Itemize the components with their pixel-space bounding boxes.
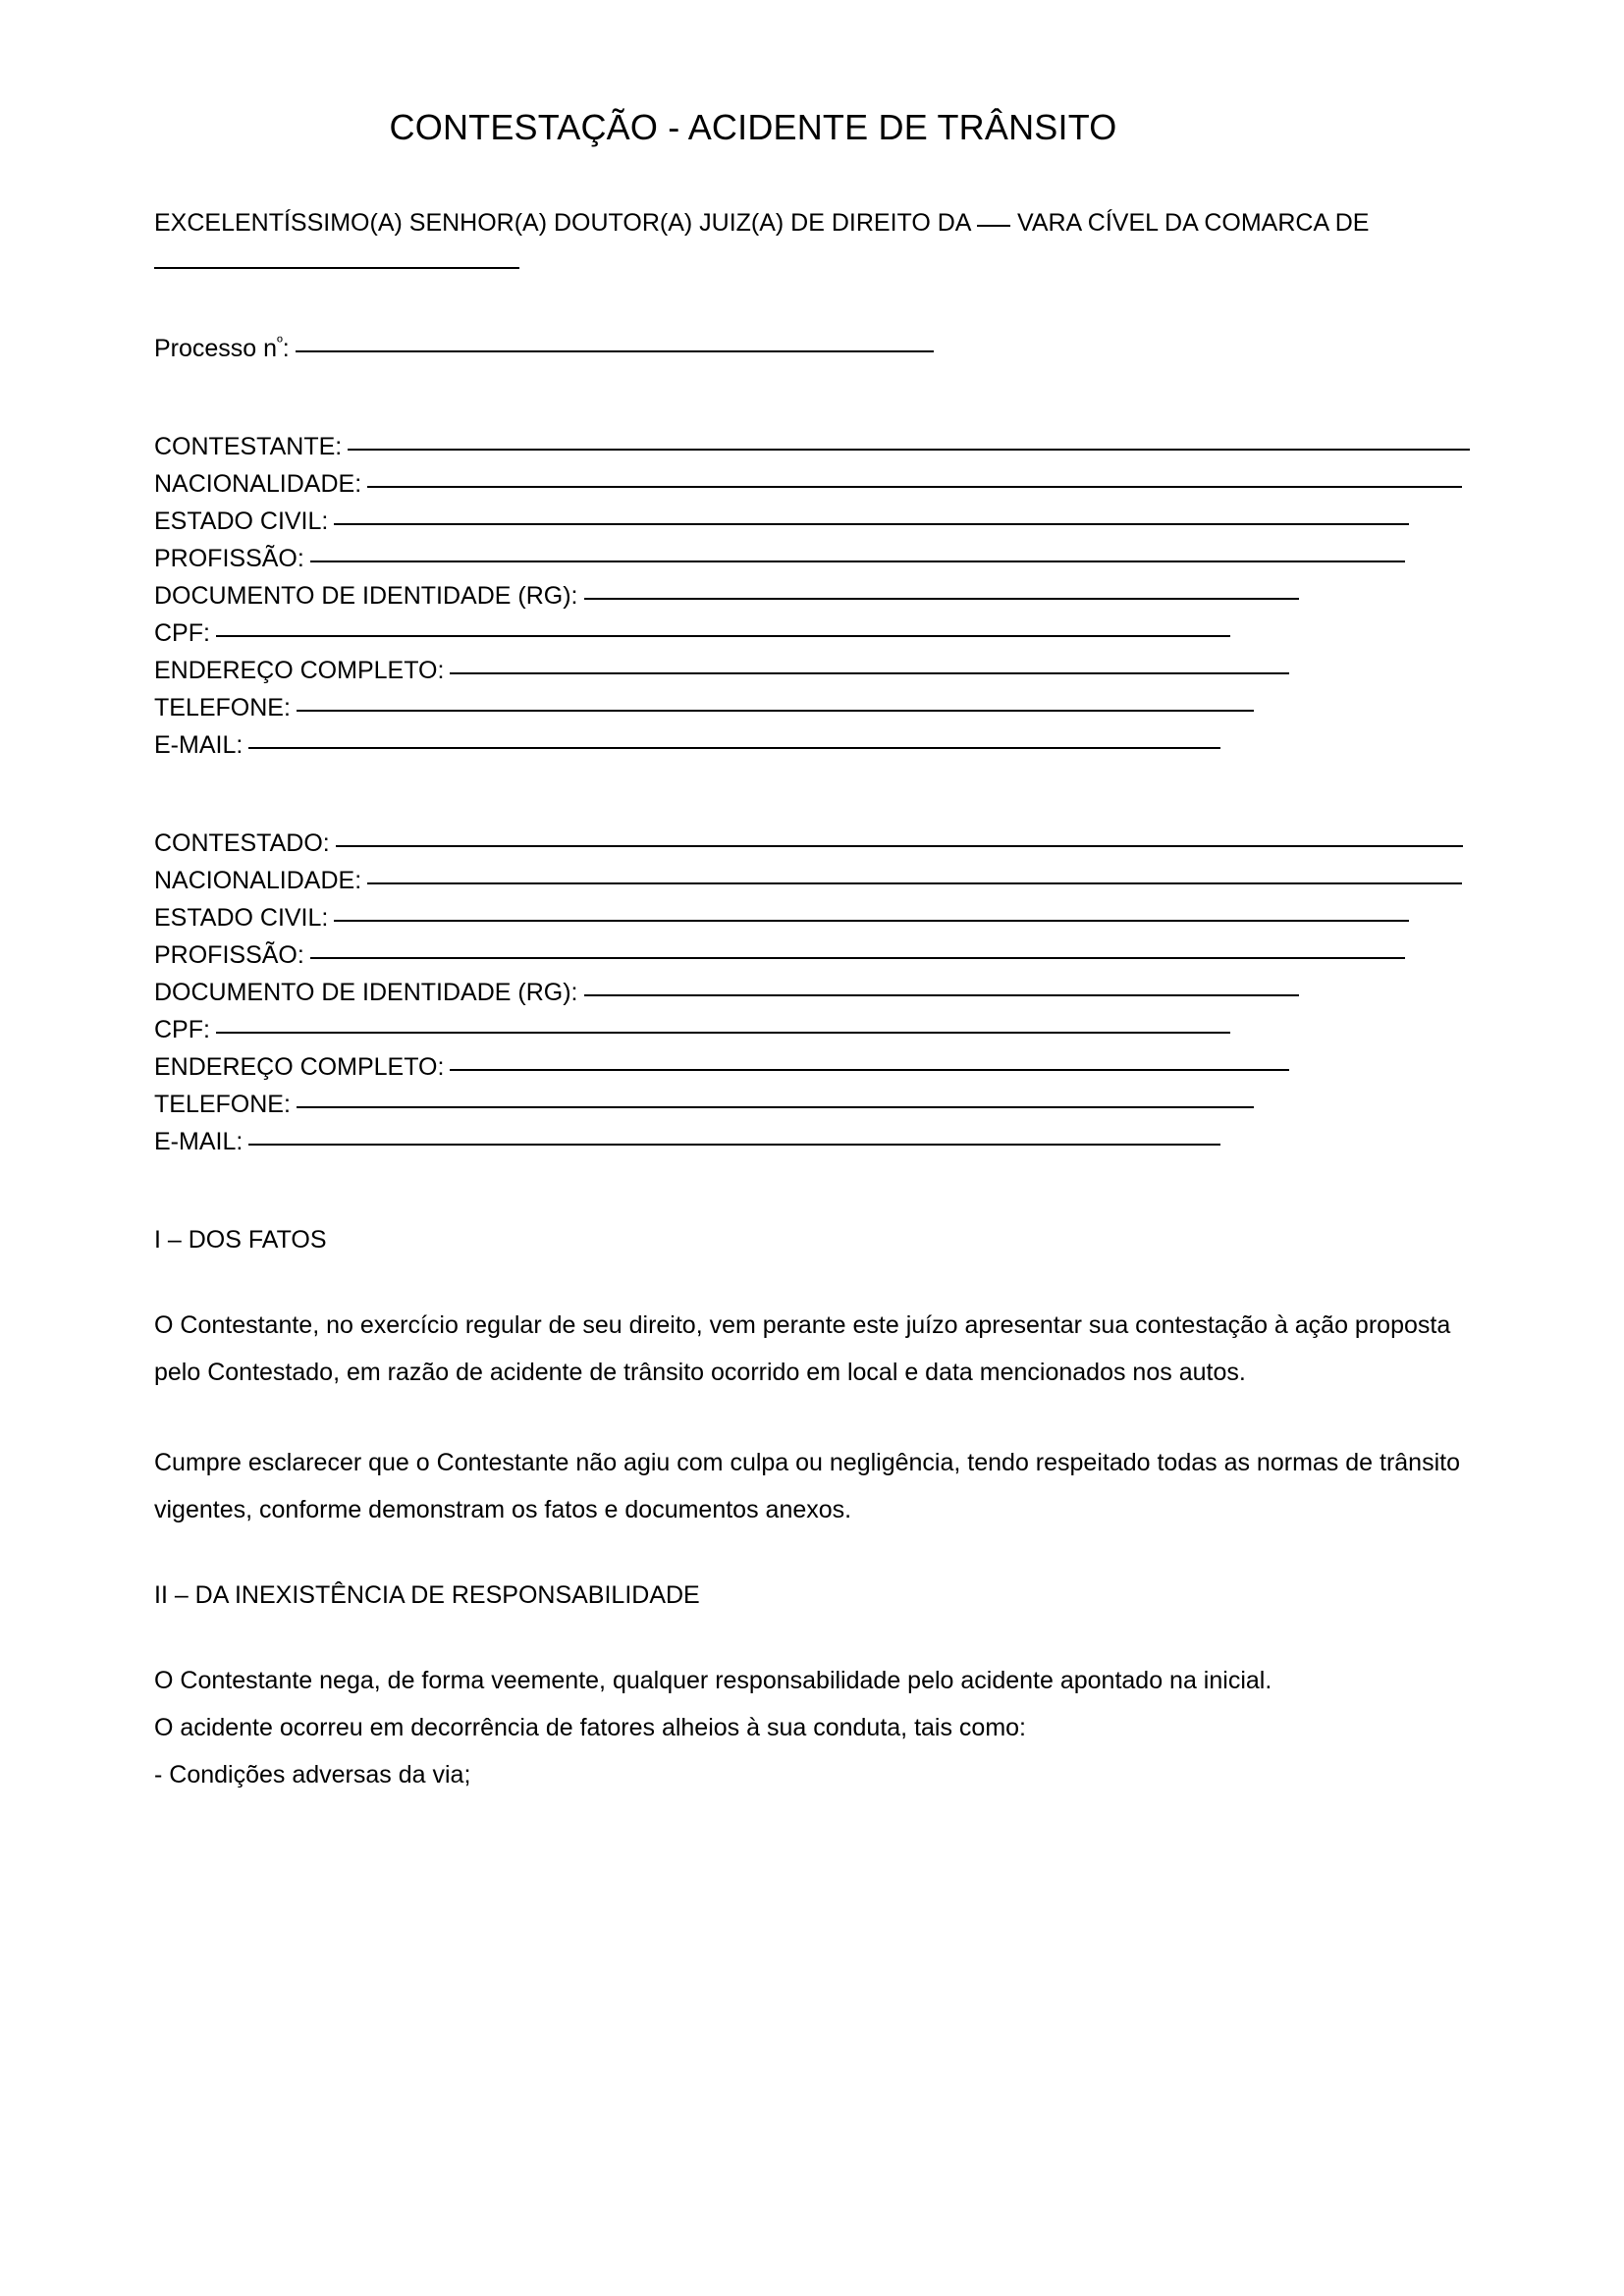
field-input[interactable] (584, 994, 1299, 996)
field-label: CONTESTADO: (154, 829, 330, 857)
field-profissao (154, 540, 1470, 577)
field-label: NACIONALIDADE: (154, 867, 362, 894)
spacer (154, 269, 1470, 330)
section-paragraph: O Contestante, no exercício regular de seu direito, vem perante este juízo apresentar sua contestação à ação proposta pelo Contestado, em razão de acidente de trânsito ocorrido em local e data mencionados nos autos. (154, 1311, 1451, 1386)
field-label: TELEFONE: (154, 1091, 291, 1118)
field-input[interactable] (348, 449, 1470, 451)
field-input[interactable] (450, 1069, 1289, 1071)
field-documento-identidade (154, 974, 1470, 1011)
spacer (154, 1533, 1470, 1576)
field-contestado (154, 825, 1470, 862)
field-telefone (154, 1086, 1470, 1123)
spacer (154, 1258, 1470, 1302)
field-telefone (154, 689, 1470, 726)
spacer (154, 1160, 1470, 1221)
field-estado-civil (154, 899, 1470, 936)
field-nacionalidade (154, 862, 1470, 899)
field-label: PROFISSÃO: (154, 545, 304, 572)
spacer (154, 1396, 1470, 1439)
field-input[interactable] (297, 1106, 1254, 1108)
field-label: CPF: (154, 619, 210, 647)
field-input[interactable] (248, 747, 1220, 749)
field-input[interactable] (450, 672, 1289, 674)
field-label: ESTADO CIVIL: (154, 904, 329, 932)
section-list-item: - Condições adversas da via; (154, 1761, 471, 1789)
process-number-row (154, 330, 1470, 367)
field-input[interactable] (216, 635, 1230, 637)
field-label: PROFISSÃO: (154, 941, 304, 969)
addressing-blank-rule[interactable] (977, 225, 1010, 227)
field-label: E-MAIL: (154, 1128, 244, 1155)
field-nacionalidade (154, 465, 1470, 503)
field-label: CPF: (154, 1016, 210, 1043)
process-label-colon: : (282, 335, 290, 362)
field-input[interactable] (216, 1032, 1230, 1034)
process-label-text: Processo n (154, 335, 278, 362)
field-input[interactable] (248, 1144, 1220, 1146)
section-paragraph: Cumpre esclarecer que o Contestante não agiu com culpa ou negligência, tendo respeitado todas as normas de trânsito vigentes, conforme demonstram os fatos e documentos anexos. (154, 1449, 1460, 1523)
field-label: E-MAIL: (154, 731, 244, 759)
field-endereco-completo (154, 652, 1470, 689)
spacer (154, 367, 1470, 428)
field-email (154, 1123, 1470, 1160)
field-input[interactable] (336, 845, 1463, 847)
field-input[interactable] (367, 882, 1462, 884)
section-heading-inexistencia-responsabilidade: II – DA INEXISTÊNCIA DE RESPONSABILIDADE (154, 1581, 700, 1609)
ordinal-indicator-icon: º (277, 334, 283, 351)
field-email (154, 726, 1470, 764)
field-label: ESTADO CIVIL: (154, 507, 329, 535)
contestante-field-group (154, 428, 1470, 764)
field-label: DOCUMENTO DE IDENTIDADE (RG): (154, 979, 578, 1006)
section-paragraph: O Contestante nega, de forma veemente, qualquer responsabilidade pelo acidente apontado na inicial. (154, 1667, 1272, 1694)
field-label: CONTESTANTE: (154, 433, 343, 460)
spacer (154, 1614, 1470, 1657)
field-label: ENDEREÇO COMPLETO: (154, 657, 445, 684)
field-input[interactable] (334, 523, 1409, 525)
section-paragraph: O acidente ocorreu em decorrência de fatores alheios à sua conduta, tais como: (154, 1714, 1027, 1741)
field-endereco-completo (154, 1048, 1470, 1086)
addressing-suffix: VARA CÍVEL DA COMARCA DE (1017, 209, 1370, 237)
field-input[interactable] (334, 920, 1409, 922)
addressing-prefix: EXCELENTÍSSIMO(A) SENHOR(A) DOUTOR(A) JUIZ(A) DE DIREITO DA (154, 209, 971, 237)
section-heading-dos-fatos: I – DOS FATOS (154, 1226, 327, 1254)
field-input[interactable] (310, 957, 1405, 959)
field-label: NACIONALIDADE: (154, 470, 362, 498)
spacer (154, 764, 1470, 825)
process-number-label (154, 330, 290, 367)
field-input[interactable] (297, 710, 1254, 712)
field-documento-identidade (154, 577, 1470, 614)
process-number-input[interactable] (296, 350, 934, 352)
field-input[interactable] (367, 486, 1462, 488)
page-title: CONTESTAÇÃO - ACIDENTE DE TRÂNSITO (389, 107, 1117, 147)
field-input[interactable] (310, 561, 1405, 562)
field-label: DOCUMENTO DE IDENTIDADE (RG): (154, 582, 578, 610)
field-cpf (154, 1011, 1470, 1048)
document-content (154, 0, 1470, 1798)
field-profissao (154, 936, 1470, 974)
spacer (154, 149, 1470, 204)
addressing-line (154, 204, 1470, 241)
field-label: TELEFONE: (154, 694, 291, 721)
field-estado-civil (154, 503, 1470, 540)
field-input[interactable] (584, 598, 1299, 600)
contestado-field-group (154, 825, 1470, 1160)
field-label: ENDEREÇO COMPLETO: (154, 1053, 445, 1081)
field-contestante (154, 428, 1470, 465)
field-cpf (154, 614, 1470, 652)
